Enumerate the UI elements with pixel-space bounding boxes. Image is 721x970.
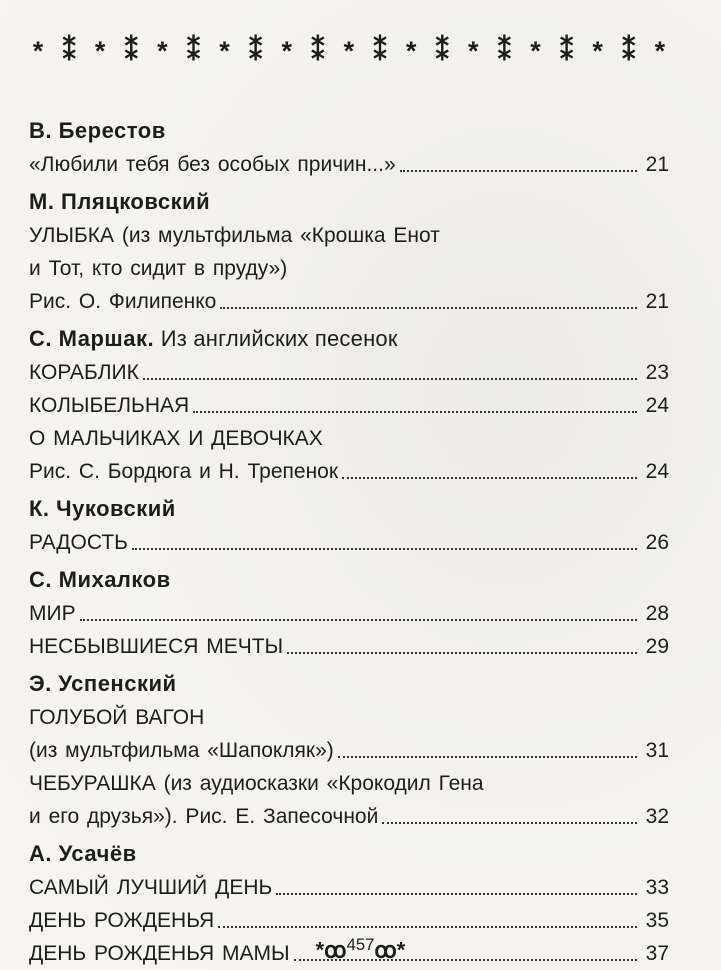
- dot-leader: [287, 651, 637, 654]
- author-heading: [29, 563, 669, 597]
- dot-leader: [132, 547, 637, 550]
- toc-entry: [29, 526, 669, 559]
- star-icon: ⁑: [186, 36, 201, 66]
- entry-title: ДЕНЬ РОЖДЕНЬЯ МАМЫ: [29, 942, 290, 965]
- toc-entry: [29, 800, 669, 833]
- star-icon: ⁑: [248, 36, 263, 66]
- dot-leader: [342, 476, 637, 479]
- star-icon: *: [405, 36, 417, 66]
- dot-leader: [143, 377, 637, 380]
- author-heading: [29, 185, 669, 219]
- author-heading: [29, 322, 669, 356]
- toc-entry: [29, 630, 669, 663]
- toc-entry: [29, 389, 669, 422]
- star-icon: *: [157, 36, 168, 66]
- entry-title: и его друзья»). Рис. Е. Запесочной: [29, 805, 379, 828]
- entry-title: КОЛЫБЕЛЬНАЯ: [29, 394, 190, 417]
- toc-entry: [29, 455, 669, 488]
- section-subtitle: Из английских песенок: [160, 326, 398, 351]
- author-heading: [29, 667, 669, 701]
- star-icon: *: [343, 36, 355, 66]
- entry-title: «Любили тебя без особых причин...»: [29, 153, 396, 176]
- entry-page-number: 23: [645, 361, 669, 384]
- entry-page-number: 21: [645, 153, 669, 176]
- star-icon: ⁑: [497, 36, 512, 66]
- entry-title: ГОЛУБОЙ ВАГОН: [29, 706, 205, 729]
- footer-ornament-left: *ꝏ: [315, 937, 347, 963]
- entry-title: и Тот, кто сидит в пруду»): [29, 257, 288, 280]
- star-icon: *: [654, 36, 666, 66]
- author-heading: [29, 492, 669, 526]
- entry-page-number: 35: [645, 909, 669, 932]
- star-icon: ⁑: [435, 36, 449, 66]
- dot-leader: [220, 306, 637, 309]
- toc-entry: [29, 871, 669, 904]
- entry-title: Рис. О. Филипенко: [29, 290, 217, 313]
- author-name: С. Маршак.: [29, 326, 155, 351]
- author-heading: [29, 114, 669, 148]
- author-name: К. Чуковский: [29, 496, 176, 521]
- toc-entry: [29, 767, 669, 800]
- entry-page-number: 33: [645, 876, 669, 899]
- toc-entry: [29, 219, 669, 252]
- entry-title: РАДОСТЬ: [29, 531, 128, 554]
- star-icon: ⁑: [311, 36, 325, 66]
- star-icon: *: [592, 36, 603, 66]
- toc-entry: [29, 252, 669, 285]
- entry-title: Рис. С. Бордюга и Н. Трепенок: [29, 460, 339, 483]
- author-name: А. Усачёв: [29, 841, 137, 866]
- toc-entry: [29, 597, 669, 630]
- toc-entry: [29, 701, 669, 734]
- author-heading: [29, 837, 669, 871]
- toc-entry: [29, 904, 669, 937]
- page-number: 457: [346, 935, 375, 954]
- author-name: В. Берестов: [29, 118, 166, 143]
- star-icon: *: [219, 36, 230, 66]
- entry-title: КОРАБЛИК: [29, 361, 139, 384]
- author-name: М. Пляцковский: [29, 189, 211, 214]
- entry-page-number: 37: [645, 942, 669, 965]
- entry-page-number: 31: [645, 739, 669, 762]
- star-icon: *: [32, 36, 44, 66]
- dot-leader: [218, 925, 637, 928]
- dot-leader: [193, 410, 637, 413]
- dot-leader: [338, 755, 637, 758]
- toc-entry: [29, 356, 669, 389]
- dot-leader: [80, 618, 637, 621]
- dot-leader: [276, 892, 637, 895]
- star-icon: *: [281, 36, 292, 66]
- star-icon: ⁑: [373, 36, 387, 66]
- entry-title: О МАЛЬЧИКАХ И ДЕВОЧКАХ: [29, 427, 323, 450]
- star-icon: *: [530, 36, 541, 66]
- footer-ornament-right: ꝏ*: [374, 937, 406, 963]
- entry-page-number: 24: [645, 394, 669, 417]
- entry-title: НЕСБЫВШИЕСЯ МЕЧТЫ: [29, 635, 284, 658]
- toc-entry: [29, 148, 669, 181]
- entry-title: ЧЕБУРАШКА (из аудиосказки «Крокодил Гена: [29, 772, 484, 795]
- entry-page-number: 21: [645, 290, 669, 313]
- entry-page-number: 28: [645, 602, 669, 625]
- entry-title: ДЕНЬ РОЖДЕНЬЯ: [29, 909, 215, 932]
- entry-title: УЛЫБКА (из мультфильма «Крошка Енот: [29, 224, 440, 247]
- entry-page-number: 26: [645, 531, 669, 554]
- author-name: С. Михалков: [29, 567, 171, 592]
- entry-page-number: 29: [645, 635, 669, 658]
- toc-entry: [29, 422, 669, 455]
- star-icon: ⁑: [62, 36, 76, 66]
- entry-title: САМЫЙ ЛУЧШИЙ ДЕНЬ: [29, 876, 273, 899]
- star-icon: ⁑: [124, 36, 139, 66]
- table-of-contents: [29, 110, 669, 970]
- star-icon: ⁑: [622, 36, 636, 66]
- entry-page-number: 32: [645, 805, 669, 828]
- star-icon: *: [94, 36, 106, 66]
- star-ornament-row: [24, 36, 674, 67]
- entry-title: (из мультфильма «Шапокляк»): [29, 739, 334, 762]
- page-footer: [0, 935, 721, 964]
- toc-entry: [29, 285, 669, 318]
- author-name: Э. Успенский: [29, 671, 177, 696]
- star-icon: ⁑: [559, 36, 574, 66]
- dot-leader: [382, 821, 637, 824]
- star-icon: *: [468, 36, 479, 66]
- entry-title: МИР: [29, 602, 76, 625]
- dot-leader: [400, 169, 637, 172]
- entry-page-number: 24: [645, 460, 669, 483]
- toc-entry: [29, 734, 669, 767]
